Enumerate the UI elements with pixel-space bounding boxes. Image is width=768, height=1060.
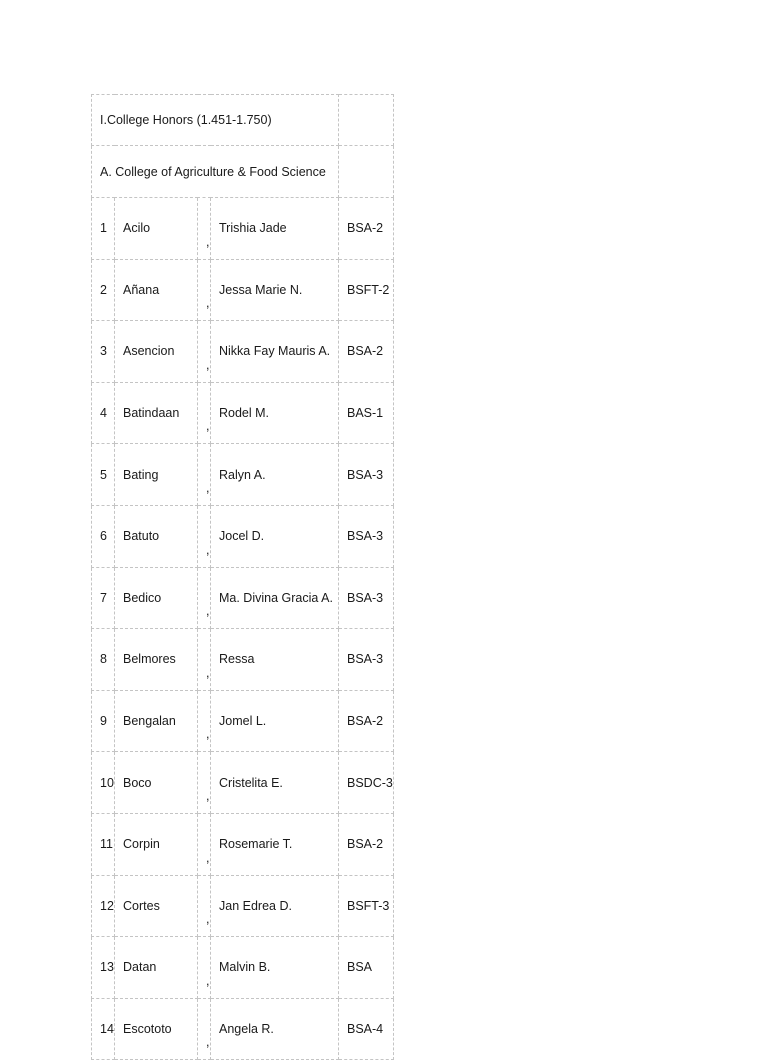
student-number: 7 <box>92 567 115 629</box>
name-separator: , <box>198 198 211 260</box>
student-last-name: Bating <box>115 444 198 506</box>
student-course: BSA <box>339 937 394 999</box>
table-row <box>92 998 394 1060</box>
student-course: BSA-2 <box>339 321 394 383</box>
student-first-name: Ralyn A. <box>211 444 339 506</box>
name-separator: , <box>198 505 211 567</box>
student-last-name: Bengalan <box>115 690 198 752</box>
table-row <box>92 752 394 814</box>
student-course: BSFT-3 <box>339 875 394 937</box>
student-last-name: Belmores <box>115 629 198 691</box>
student-number: 3 <box>92 321 115 383</box>
table-row <box>92 321 394 383</box>
section-title-row <box>92 95 394 146</box>
student-first-name: Nikka Fay Mauris A. <box>211 321 339 383</box>
student-first-name: Cristelita E. <box>211 752 339 814</box>
student-first-name: Rosemarie T. <box>211 813 339 875</box>
student-number: 2 <box>92 259 115 321</box>
student-last-name: Batuto <box>115 505 198 567</box>
student-first-name: Jocel D. <box>211 505 339 567</box>
student-number: 1 <box>92 198 115 260</box>
student-first-name: Jessa Marie N. <box>211 259 339 321</box>
name-separator: , <box>198 813 211 875</box>
table-row <box>92 690 394 752</box>
table-row <box>92 937 394 999</box>
student-course: BSA-3 <box>339 567 394 629</box>
student-last-name: Acilo <box>115 198 198 260</box>
student-number: 4 <box>92 382 115 444</box>
student-number: 12 <box>92 875 115 937</box>
name-separator: , <box>198 321 211 383</box>
table-row <box>92 198 394 260</box>
table-row <box>92 629 394 691</box>
student-last-name: Añana <box>115 259 198 321</box>
empty-cell <box>339 95 394 146</box>
table-row <box>92 505 394 567</box>
student-number: 8 <box>92 629 115 691</box>
student-number: 10 <box>92 752 115 814</box>
student-course: BSA-3 <box>339 629 394 691</box>
student-first-name: Rodel M. <box>211 382 339 444</box>
student-course: BSA-2 <box>339 813 394 875</box>
student-last-name: Escototo <box>115 998 198 1060</box>
name-separator: , <box>198 752 211 814</box>
student-first-name: Trishia Jade <box>211 198 339 260</box>
student-first-name: Malvin B. <box>211 937 339 999</box>
table-row <box>92 875 394 937</box>
student-last-name: Batindaan <box>115 382 198 444</box>
student-last-name: Cortes <box>115 875 198 937</box>
college-title: A. College of Agriculture & Food Science <box>92 146 339 198</box>
student-course: BSA-2 <box>339 690 394 752</box>
table-row <box>92 813 394 875</box>
student-number: 5 <box>92 444 115 506</box>
student-course: BSA-4 <box>339 998 394 1060</box>
student-first-name: Jan Edrea D. <box>211 875 339 937</box>
name-separator: , <box>198 259 211 321</box>
student-number: 6 <box>92 505 115 567</box>
student-course: BSA-3 <box>339 444 394 506</box>
student-number: 11 <box>92 813 115 875</box>
student-course: BSDC-3 <box>339 752 394 814</box>
student-course: BSA-2 <box>339 198 394 260</box>
table-row <box>92 259 394 321</box>
name-separator: , <box>198 690 211 752</box>
name-separator: , <box>198 382 211 444</box>
name-separator: , <box>198 629 211 691</box>
student-number: 14 <box>92 998 115 1060</box>
name-separator: , <box>198 937 211 999</box>
student-number: 13 <box>92 937 115 999</box>
name-separator: , <box>198 875 211 937</box>
student-first-name: Angela R. <box>211 998 339 1060</box>
student-first-name: Ressa <box>211 629 339 691</box>
student-last-name: Bedico <box>115 567 198 629</box>
honors-table <box>91 94 394 1060</box>
student-last-name: Corpin <box>115 813 198 875</box>
student-first-name: Jomel L. <box>211 690 339 752</box>
student-last-name: Boco <box>115 752 198 814</box>
student-last-name: Asencion <box>115 321 198 383</box>
name-separator: , <box>198 998 211 1060</box>
table-row <box>92 382 394 444</box>
student-first-name: Ma. Divina Gracia A. <box>211 567 339 629</box>
student-number: 9 <box>92 690 115 752</box>
empty-cell <box>339 146 394 198</box>
table-row <box>92 567 394 629</box>
name-separator: , <box>198 444 211 506</box>
student-last-name: Datan <box>115 937 198 999</box>
college-title-row <box>92 146 394 198</box>
student-course: BSFT-2 <box>339 259 394 321</box>
name-separator: , <box>198 567 211 629</box>
table-row <box>92 444 394 506</box>
student-course: BSA-3 <box>339 505 394 567</box>
student-course: BAS-1 <box>339 382 394 444</box>
section-title: I.College Honors (1.451-1.750) <box>92 95 339 146</box>
